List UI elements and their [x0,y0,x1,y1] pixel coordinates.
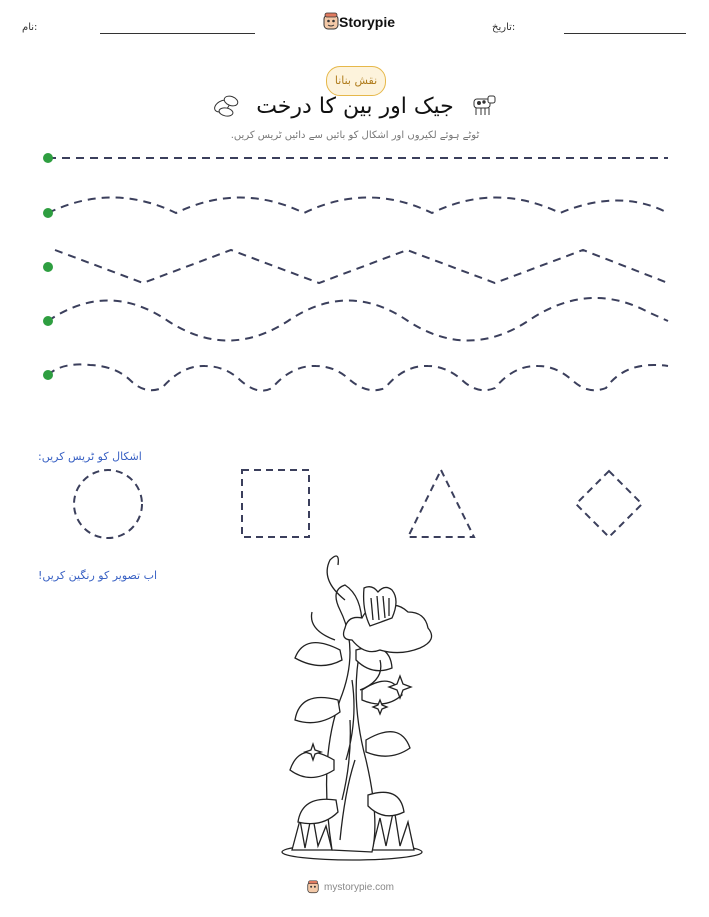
footer [306,880,406,896]
brand-name: Storypie [339,14,396,30]
leaf [366,732,410,757]
storypie-logo-icon [306,880,320,895]
shapes-section-label: اشکال کو ٹریس کریں: [38,450,142,463]
page-title: جیک اور بین کا درخت [256,94,454,119]
leaf [295,698,340,723]
footer-url[interactable]: mystorypie.com [324,882,395,893]
leaf [295,643,342,666]
color-section-label: اب تصویر کو رنگین کریں! [38,569,158,582]
page-subtitle: ٹوٹے ہوئے لکیروں اور اشکال کو بائیں سے دائیں ٹریس کریں. [230,130,480,141]
date-label: تاریخ: [492,22,516,33]
activity-badge: نقش بنانا [326,66,386,96]
tendril [311,612,335,640]
name-label: نام: [22,22,38,33]
